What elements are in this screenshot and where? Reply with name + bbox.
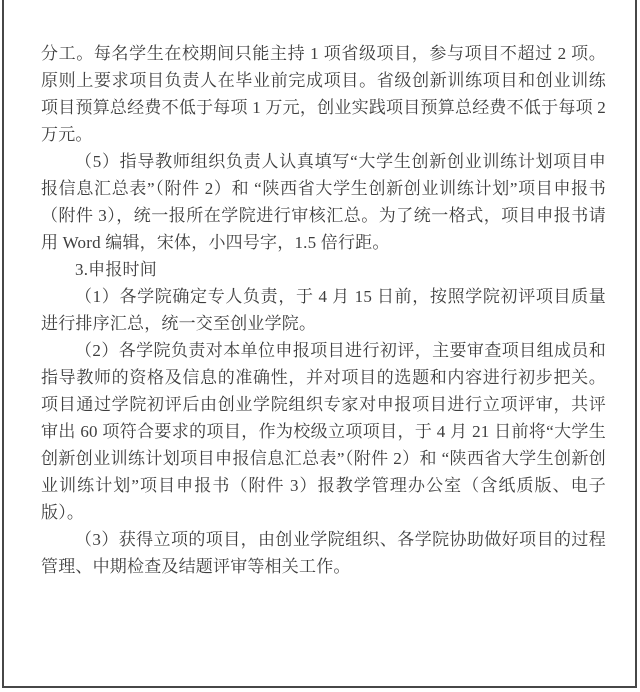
paragraph-item-5: （5）指导教师组织负责人认真填写“大学生创新创业训练计划项目申报信息汇总表”（附件 2）和 “陕西省大学生创新创业训练计划”项目申报书（附件 3），统一报所在学院进行审核汇总。为了统一格式，项目申报书请用 Word 编辑，宋体，小四号字，1.5 倍行距。	[41, 152, 606, 252]
document-page	[2, 0, 637, 688]
paragraph-item-1: （1）各学院确定专人负责，于 4 月 15 日前，按照学院初评项目质量进行排序汇总，统一交至创业学院。	[41, 287, 606, 333]
paragraph-continuation: 分工。每名学生在校期间只能主持 1 项省级项目，参与项目不超过 2 项。原则上要求项目负责人在毕业前完成项目。省级创新训练项目和创业训练项目预算总经费不低于每项 1 万元，创业实践项目预算总经费不低于每项 2 万元。	[41, 44, 606, 144]
heading-application-time: 3.申报时间	[75, 260, 157, 279]
document-body	[41, 40, 606, 580]
paragraph-item-3: （3）获得立项的项目，由创业学院组织、各学院协助做好项目的过程管理、中期检查及结题评审等相关工作。	[41, 530, 606, 576]
paragraph-item-2: （2）各学院负责对本单位申报项目进行初评，主要审查项目组成员和指导教师的资格及信息的准确性，并对项目的选题和内容进行初步把关。项目通过学院初评后由创业学院组织专家对申报项目进行立项评审，共评审出 60 项符合要求的项目，作为校级立项项目，于 4 月 21 日前将“大学生创新创业训练计划项目申报信息汇总表”（附件 2）和 “陕西省大学生创新创业训练计划”项目申报书（附件 3）报教学管理办公室（含纸质版、电子版）。	[41, 341, 606, 522]
